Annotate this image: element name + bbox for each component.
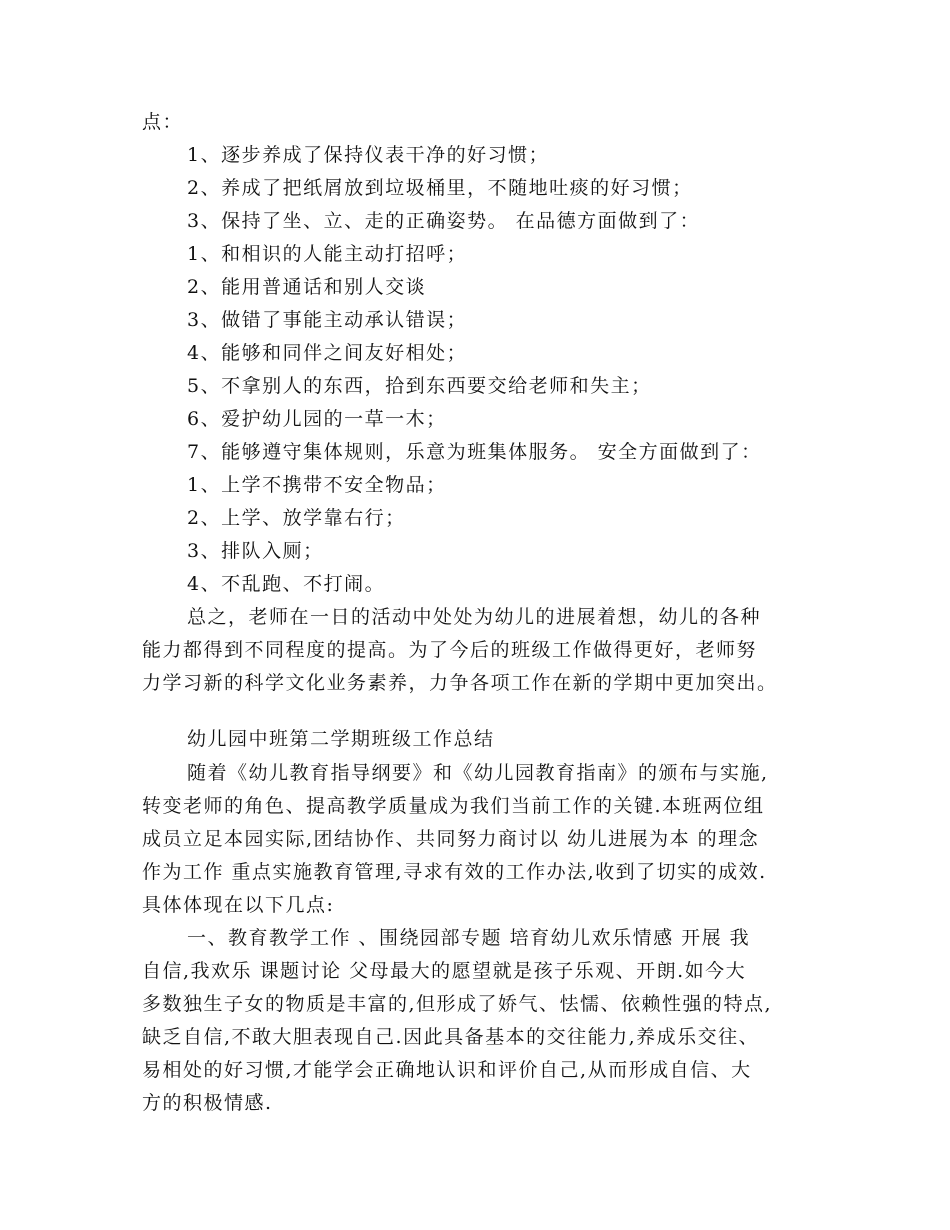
paragraph-line: 随着《幼儿教育指导纲要》和《幼儿园教育指南》的颁布与实施, — [187, 762, 769, 784]
list-item: 1、上学不携带不安全物品； — [187, 474, 447, 496]
paragraph-line: 多数独生子女的物质是丰富的,但形成了娇气、怯懦、依赖性强的特点, — [142, 993, 773, 1015]
paragraph-line: 自信,我欢乐 课题讨论 父母最大的愿望就是孩子乐观、开朗.如今大 — [142, 960, 747, 982]
section-title: 幼儿园中班第二学期班级工作总结 — [187, 728, 495, 750]
list-item: 3、做错了事能主动承认错误； — [187, 309, 468, 331]
list-item: 4、能够和同伴之间友好相处； — [187, 342, 468, 364]
paragraph-line: 转变老师的角色、提高教学质量成为我们当前工作的关键.本班两位组 — [142, 795, 765, 817]
list-item: 3、排队入厕； — [187, 540, 324, 562]
paragraph-line: 一、教育教学工作 、围绕园部专题 培育幼儿欢乐情感 开展 我 — [187, 927, 751, 949]
paragraph-line: 易相处的好习惯,才能学会正确地认识和评价自己,从而形成自信、大 — [142, 1059, 752, 1081]
list-item: 1、逐步养成了保持仪表干净的好习惯； — [187, 144, 550, 166]
list-item: 5、不拿别人的东西，拾到东西要交给老师和失主； — [187, 375, 652, 397]
list-item: 1、和相识的人能主动打招呼； — [187, 243, 468, 265]
paragraph-line: 具体体现在以下几点: — [142, 894, 335, 916]
list-item: 7、能够遵守集体规则，乐意为班集体服务。 安全方面做到了： — [187, 441, 762, 463]
paragraph-line: 方的积极情感. — [142, 1092, 273, 1114]
list-item: 6、爱护幼儿园的一草一木； — [187, 408, 447, 430]
text-line: 点： — [142, 111, 184, 133]
paragraph-line: 缺乏自信,不敢大胆表现自己.因此具备基本的交往能力,养成乐交往、 — [142, 1026, 760, 1048]
list-item: 2、养成了把纸屑放到垃圾桶里，不随地吐痰的好习惯； — [187, 177, 693, 199]
paragraph-line: 力学习新的科学文化业务素养，力争各项工作在新的学期中更加突出。 — [142, 672, 778, 694]
paragraph-line: 能力都得到不同程度的提高。为了今后的班级工作做得更好，老师努 — [142, 639, 758, 661]
list-item: 3、保持了坐、立、走的正确姿势。 在品德方面做到了： — [187, 210, 701, 232]
paragraph-line: 作为工作 重点实施教育管理,寻求有效的工作办法,收到了切实的成效. — [142, 861, 767, 883]
list-item: 2、上学、放学靠右行； — [187, 507, 406, 529]
list-item: 4、不乱跑、不打闹。 — [187, 573, 386, 595]
paragraph-line: 总之，老师在一日的活动中处处为幼儿的进展着想，幼儿的各种 — [187, 606, 762, 628]
paragraph-line: 成员立足本园实际,团结协作、共同努力商讨以 幼儿进展为本 的理念 — [142, 828, 760, 850]
list-item: 2、能用普通话和别人交谈 — [187, 276, 427, 298]
